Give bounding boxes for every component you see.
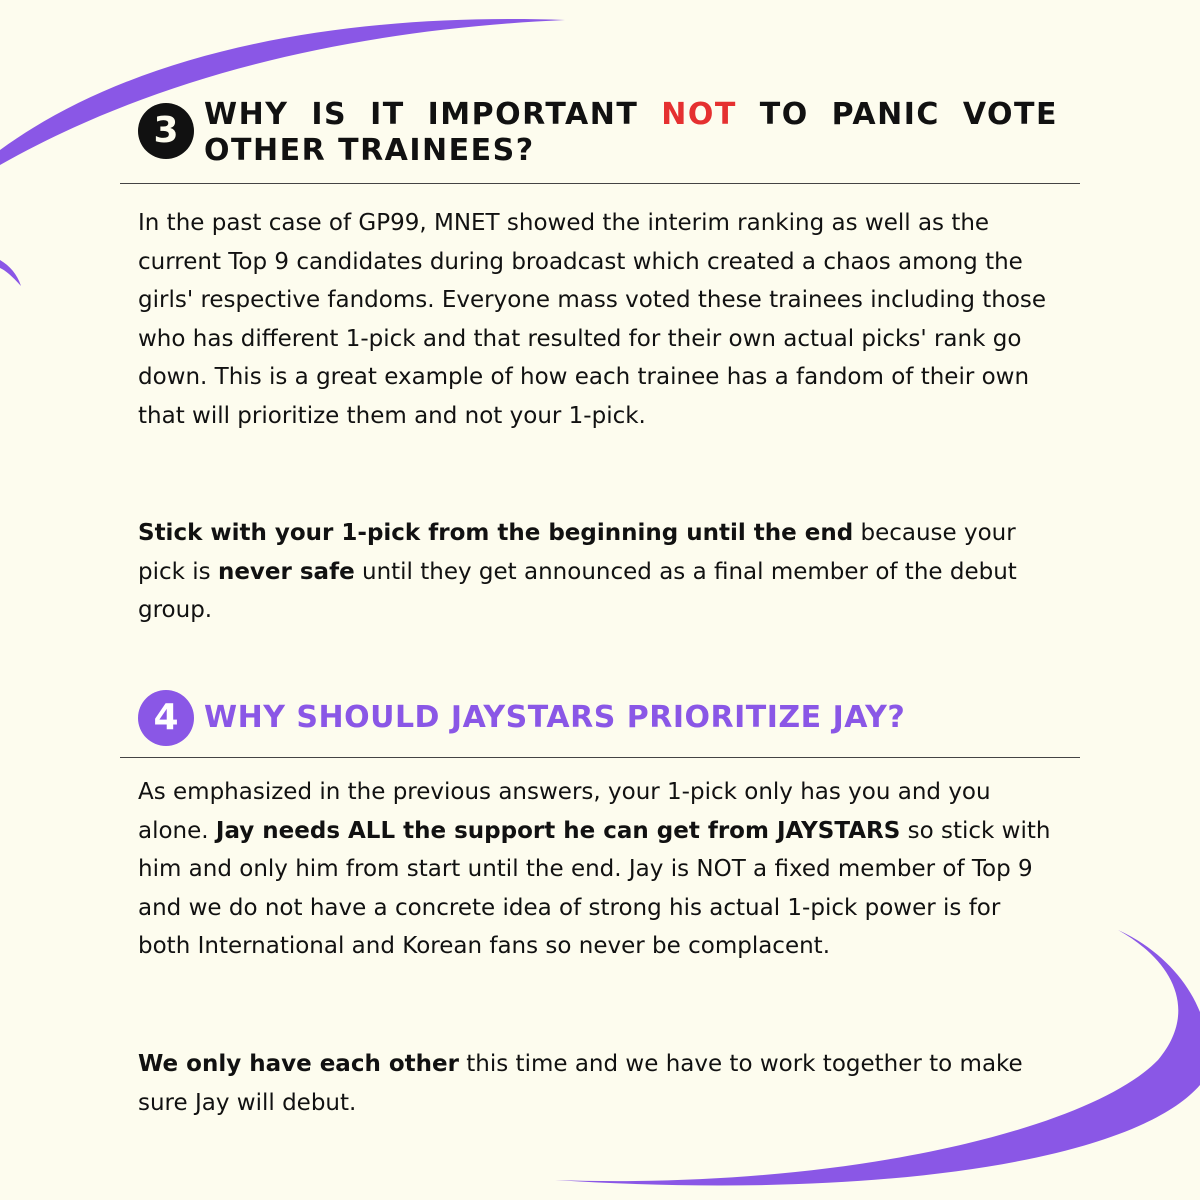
section-3-p2-text-2: until they get announced as a final member of the debut group.: [138, 558, 1017, 623]
left-edge-swoosh: [0, 260, 21, 286]
section-4-p2-text: this time and we have to work together to make sure Jay will debut.: [138, 1051, 1023, 1116]
section-4-p1-text-2: so stick with him and only him from start until the end. Jay is NOT a fixed member of Top 9 and we do not have a concrete idea of strong his actual 1-pick power is for both International and Korean fans so never be complacent.: [138, 817, 1051, 959]
section-4-number-badge: [138, 690, 194, 746]
never-safe-emphasis: never safe: [217, 558, 355, 585]
jay-needs-support-emphasis: Jay needs ALL the support he can get from JAYSTARS: [215, 817, 901, 844]
section-4-paragraph-2: [138, 1045, 1058, 1122]
section-3-heading: [204, 97, 1058, 169]
section-3-paragraph-2: [138, 514, 1058, 630]
stick-with-pick-emphasis: Stick with your 1-pick from the beginning until the end: [138, 520, 854, 546]
heading-3-part-1: WHY IS IT IMPORTANT: [204, 97, 662, 132]
each-other-emphasis: We only have each other: [138, 1051, 459, 1077]
section-3-paragraph-1: In the past case of GP99, MNET showed the interim ranking as well as the current Top 9 candidates during broadcast which created a chaos among the girls' respective fandoms. Everyone mass voted these trainees including those who has different 1-pick and that resulted for their own actual picks' rank go down. This is a great example of how each trainee has a fandom of their own that will prioritize them and not your 1-pick.: [138, 210, 1047, 429]
section-4-header: [138, 690, 1058, 746]
section-4-paragraph-1: [138, 773, 1058, 966]
section-3-p2-text-1: because your pick is: [138, 520, 1016, 585]
heading-3-part-2: TO PANIC VOTE OTHER TRAINEES?: [204, 97, 1058, 168]
section-3-header: [138, 97, 1058, 169]
section-4-divider: [120, 757, 1080, 758]
section-3-divider: [120, 183, 1080, 184]
section-3-number: 3: [153, 110, 179, 151]
section-4-heading: WHY SHOULD JAYSTARS PRIORITIZE JAY?: [204, 700, 906, 735]
section-4-p1-text-1: As emphasized in the previous answers, your 1-pick only has you and you alone.: [138, 779, 991, 844]
section-3-number-badge: [138, 103, 194, 159]
section-4-number: 4: [153, 697, 179, 738]
heading-3-not-highlight: NOT: [661, 97, 737, 132]
